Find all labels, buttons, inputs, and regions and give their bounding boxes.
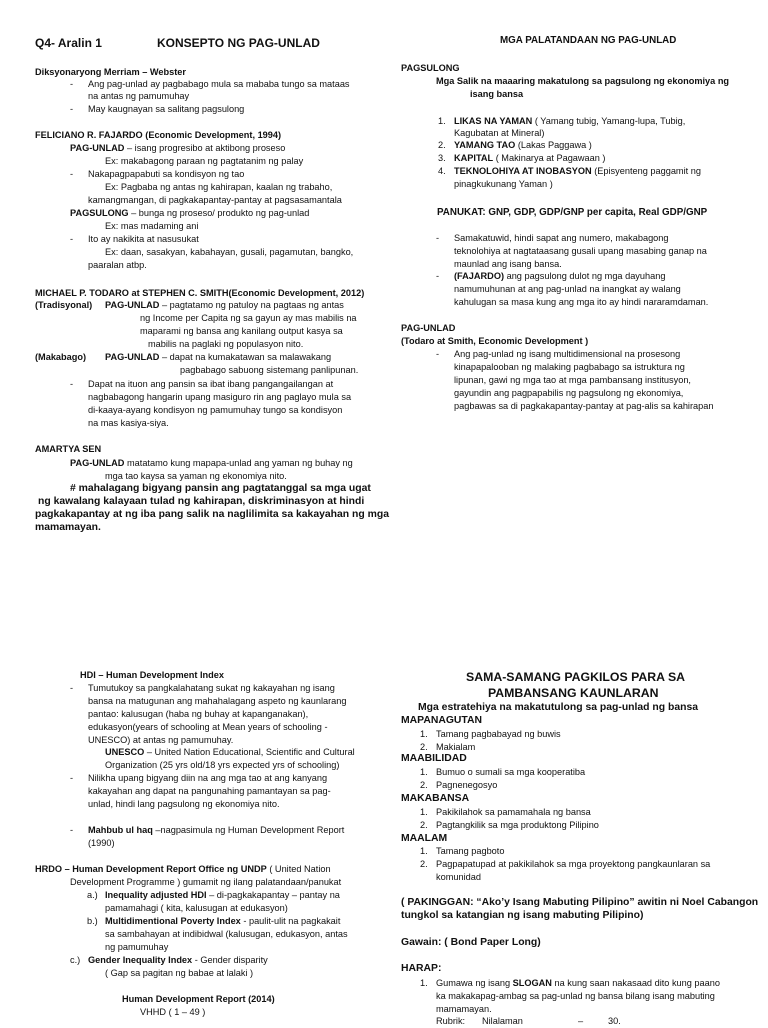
- todaro-trad-cont-1: ng Income per Capita ng sa gayun ay mas mabilis na: [140, 313, 357, 323]
- hrdo-item-c: [70, 954, 268, 967]
- fajardo-pagsulong-term: PAGSULONG: [70, 208, 129, 218]
- harap-item-1-cont-1: ka makakapag-ambag sa pag-unlad ng bansa bilang isang mabuting: [436, 991, 715, 1001]
- pagsulong-item-4-cont: pinagkukunang Yaman ): [454, 179, 553, 189]
- maalam-item-2: 2. Pagpapatupad at pakikilahok sa mga proyektong pangkaunlaran sa: [420, 859, 711, 869]
- lesson-label: Q4- Aralin 1: [35, 36, 102, 50]
- todaro-trad-cont-2: maparami ng bansa ang kanilang output kasya sa: [140, 326, 343, 336]
- fajardo-pagsulong-def: [70, 207, 309, 220]
- mapanagutan-item-1: 1. Tamang pagbabayad ng buwis: [420, 729, 561, 739]
- merriam-bullet-1-cont: na antas ng pamumuhay: [88, 91, 190, 101]
- hrdo-item-b-cont-1: sa sambahayan at indibidwal (kalusugan, edukasyon, antas: [105, 929, 348, 939]
- pagsulong-bullet-1: [454, 232, 669, 245]
- pagunlad-right-source: (Todaro at Smith, Economic Development ): [401, 336, 589, 346]
- hrdo-heading: HRDO – Human Development Report Office ng UNDP: [35, 864, 267, 874]
- pagsulong-item-4: [438, 165, 701, 178]
- todaro-trad-text: – pagtatamo ng patuloy na pagtaas ng antas: [159, 300, 344, 310]
- pagsulong-item-1-term: LIKAS NA YAMAN: [454, 116, 533, 126]
- rubrik-dash: –: [578, 1016, 584, 1026]
- unesco-term: UNESCO: [105, 747, 145, 757]
- fajardo-example-2: Ex: Pagbaba ng antas ng kahirapan, kaalan ng trabaho,: [105, 182, 333, 192]
- harap-label: HARAP:: [401, 963, 442, 974]
- fajardo-bullet-2: [88, 233, 199, 246]
- hrdo-item-a-cont: pamamahagi ( kita, kalusugan at edukasyon): [105, 903, 288, 913]
- pagsulong-bullet-2-term: (FAJARDO): [454, 271, 505, 281]
- fajardo-example-4: Ex: daan, sasakyan, kabahayan, gusali, pagamutan, bangko,: [105, 247, 354, 257]
- todaro-bullet-text: Dapat na ituon ang pansin sa ibat ibang pangangailangan at: [88, 379, 334, 389]
- group-maabilidad: MAABILIDAD: [401, 753, 467, 764]
- fajardo-example-3: Ex: mas madaming ani: [105, 221, 199, 231]
- fajardo-heading: FELICIANO R. FAJARDO (Economic Development, 1994): [35, 130, 282, 140]
- sen-hash-note-cont-2: pagkakapantay at ng iba pang salik na naglilimita sa kakayahan ng mga: [35, 509, 389, 520]
- panukat-line: PANUKAT: GNP, GDP, GDP/GNP per capita, Real GDP/GNP: [437, 207, 708, 218]
- merriam-bullet-2-text: May kaugnayan sa salitang pagsulong: [88, 104, 245, 114]
- mapanagutan-item-2: 2. Makialam: [420, 742, 476, 752]
- pakinggan-note: ( PAKINGGAN: “Ako’y Isang Mabuting Pilipino” awitin ni Noel Cabangon: [401, 897, 759, 908]
- todaro-makabago-def: [105, 351, 331, 364]
- pagsulong-heading: PAGSULONG: [401, 63, 460, 73]
- sama-title: SAMA-SAMANG PAGKILOS PARA SA: [466, 670, 686, 684]
- hdi-bullet-2: [88, 772, 327, 785]
- pagsulong-subheading: Mga Salik na maaaring makatulong sa pagsulong ng ekonomiya ng: [436, 76, 730, 86]
- pagsulong-item-4-term: TEKNOLOHIYA AT INOBASYON: [454, 166, 592, 176]
- todaro-bullet-cont-3: na mas kasiya-siya.: [88, 418, 169, 428]
- maalam-item-2-text: Pagpapatupad at pakikilahok sa mga proyektong pangkaunlaran sa: [436, 859, 711, 869]
- todaro-makabago-text: – dapat na kumakatawan sa malawakang: [159, 352, 332, 362]
- hrdo-item-c-label: c.): [70, 955, 81, 965]
- hrdo-heading-cont: ( United Nation: [266, 864, 331, 874]
- todaro-bullet-cont-2: di-kaaya-ayang kondisyon ng pamumuhay tungo sa kondisyon: [88, 405, 343, 415]
- hdi-bullet-1-cont-3: edukasyon(years of schooling at Mean years of schooling -: [88, 722, 328, 732]
- todaro-trad-def: [105, 299, 344, 312]
- sen-heading: AMARTYA SEN: [35, 444, 102, 454]
- harap-item-1-text-a: Gumawa ng isang: [436, 978, 513, 988]
- fajardo-bullet-2-text: Ito ay nakikita at nasusukat: [88, 234, 199, 244]
- hdi-bullet-1: [88, 682, 335, 695]
- harap-item-1-num: 1.: [420, 978, 428, 988]
- maabilidad-item-2: 2. Pagnenegosyo: [420, 780, 498, 790]
- hdi-bullet-1-cont-2: pantao: kalusugan (haba ng buhay at kapanganakan),: [88, 709, 309, 719]
- sen-hash-note-cont-3: mamamayan.: [35, 522, 101, 533]
- todaro-trad-cont-3: mabilis na paglaki ng populasyon nito.: [148, 339, 304, 349]
- todaro-makabago-label: (Makabago): [35, 352, 87, 362]
- hrdo-item-b-term: Multidimentional Poverty Index: [105, 916, 241, 926]
- pagsulong-subheading-cont: isang bansa: [470, 89, 524, 99]
- fajardo-pagunlad-text: – isang progresibo at aktibong proseso: [124, 143, 286, 153]
- hrdo-item-b: [87, 915, 341, 928]
- hdr-2014-heading: Human Development Report (2014): [122, 994, 275, 1004]
- hrdo-item-a-text: – di-pagkakapantay – pantay na: [206, 890, 340, 900]
- hrdo-item-a-term: Inequality adjusted HDI: [105, 890, 207, 900]
- maalam-item-1: 1. Tamang pagboto: [420, 846, 505, 856]
- group-mapanagutan: MAPANAGUTAN: [401, 715, 482, 726]
- makabansa-item-2: 2. Pagtangkilik sa mga produktong Pilipino: [420, 820, 599, 830]
- harap-slogan: SLOGAN: [512, 978, 552, 988]
- fajardo-example-1: Ex: makabagong paraan ng pagtatanim ng palay: [105, 156, 304, 166]
- vhhd-line: VHHD ( 1 – 49 ): [140, 1007, 206, 1017]
- pagunlad-right-cont-1: kinapapalooban ng malaking pagbabago sa istruktura ng: [454, 362, 685, 372]
- hrdo-item-b-text: - paulit-ulit na pagkakait: [240, 916, 341, 926]
- harap-item-1: [420, 977, 720, 990]
- makabansa-item-1: 1. Pakikilahok sa pamamahala ng bansa: [420, 807, 591, 817]
- todaro-makabago-cont: pagbabago sabuong sistemang panlipunan.: [180, 365, 359, 375]
- pagsulong-item-4-num: 4.: [438, 166, 446, 176]
- merriam-heading: Diksyonaryong Merriam – Webster: [35, 67, 186, 77]
- todaro-heading: MICHAEL P. TODARO at STEPHEN C. SMITH(Economic Development, 2012): [35, 288, 365, 298]
- unesco-text: – United Nation Educational, Scientific and Cultural: [144, 747, 355, 757]
- hrdo-item-c-cont: ( Gap sa pagitan ng babae at lalaki ): [105, 968, 254, 978]
- right-title: MGA PALATANDAAN NG PAG-UNLAD: [500, 35, 677, 46]
- hdi-bullet-1-cont-1: bansa na matugunan ang mahahalagang aspeto ng kaunlarang: [88, 696, 347, 706]
- hdi-bullet-2-cont-1: kakayahan ang dapat na pangunahing pamantayan sa pag-: [88, 786, 331, 796]
- maalam-item-2-cont: komunidad: [436, 872, 481, 882]
- pagunlad-right-bullet: [454, 348, 680, 361]
- pagsulong-bullet-1-cont-2: maunlad ang isang bansa.: [454, 259, 562, 269]
- hdi-bullet-1-text: Tumutukoy sa pangkalahatang sukat ng kakayahan ng isang: [88, 683, 335, 693]
- pagsulong-item-3: [438, 152, 606, 165]
- pagunlad-right-text: Ang pag-unlad ng isang multidimensional na prosesong: [454, 349, 681, 359]
- todaro-bullet: [88, 378, 333, 391]
- gawain-label: Gawain: ( Bond Paper Long): [401, 937, 541, 948]
- merriam-bullet-2: [88, 103, 244, 116]
- mahbub-term: Mahbub ul haq: [88, 825, 153, 835]
- harap-item-1-text-b: na kung saan nakasaad dito kung paano: [551, 978, 720, 988]
- fajardo-bullet-1: [88, 168, 244, 181]
- mahbub-text: –nagpasimula ng Human Development Report: [152, 825, 345, 835]
- pagsulong-item-4-desc: (Episyenteng paggamit ng: [591, 166, 701, 176]
- hrdo-line-2: Development Programme ) gumamit ng ilang palatandaan/panukat: [70, 877, 342, 887]
- pagsulong-item-1-num: 1.: [438, 116, 446, 126]
- hrdo-item-a: [87, 889, 340, 902]
- pakinggan-note-cont: tungkol sa katangian ng isang mabuting Pilipino): [401, 910, 644, 921]
- maabilidad-item-2-text: Pagnenegosyo: [436, 780, 498, 790]
- pagsulong-item-3-num: 3.: [438, 153, 446, 163]
- hdi-bullet-2-cont-2: unlad, hindi lang pagsulong ng ekonomiya nito.: [88, 799, 280, 809]
- sen-pagunlad-text: matatamo kung mapapa-unlad ang yaman ng buhay ng: [124, 458, 353, 468]
- merriam-bullet-1: [88, 78, 350, 91]
- hrdo-item-c-term: Gender Inequality Index: [88, 955, 193, 965]
- mapanagutan-item-1-text: Tamang pagbabayad ng buwis: [436, 729, 561, 739]
- maabilidad-item-1: 1. Bumuo o sumali sa mga kooperatiba: [420, 767, 586, 777]
- hrdo-item-a-label: a.): [87, 890, 98, 900]
- maalam-item-1-text: Tamang pagboto: [436, 846, 505, 856]
- rubrik-score: 30.: [608, 1016, 621, 1026]
- makabansa-item-2-text: Pagtangkilik sa mga produktong Pilipino: [436, 820, 599, 830]
- sama-subtitle: Mga estratehiya na makatutulong sa pag-unlad ng bansa: [418, 702, 699, 713]
- fajardo-bullet-1-text: Nakapagpapabuti sa kondisyon ng tao: [88, 169, 245, 179]
- hdi-bullet-1-cont-4: UNESCO) at antas ng pamumuhay.: [88, 735, 234, 745]
- unesco-def: [105, 746, 355, 759]
- makabansa-item-1-text: Pakikilahok sa pamamahala ng bansa: [436, 807, 591, 817]
- pagunlad-right-cont-4: pagbawas sa di pagkakapantay-pantay at pag-alis sa kahirapan: [454, 401, 714, 411]
- rubrik-criterion: Nilalaman: [482, 1016, 523, 1026]
- pagsulong-bullet-2-text: ang pagsulong dulot ng mga dayuhang: [504, 271, 666, 281]
- pagsulong-bullet-1-text: Samakatuwid, hindi sapat ang numero, makabagong: [454, 233, 669, 243]
- hrdo-item-b-cont-2: ng pamumuhay: [105, 942, 169, 952]
- pagsulong-item-1-cont: Kagubatan at Mineral): [454, 128, 545, 138]
- hdi-bullet-2-text: Nilikha upang bigyang diin na ang mga tao at ang kanyang: [88, 773, 328, 783]
- pagsulong-bullet-1-cont-1: teknolohiya at nagtataasang gusali upang masabing ganap na: [454, 246, 707, 256]
- unesco-cont: Organization (25 yrs old/18 yrs expected yrs of schooling): [105, 760, 340, 770]
- pagsulong-bullet-2-cont-2: kahulugan sa masa kung ang mga ito ay hindi nararamdaman.: [454, 297, 709, 307]
- todaro-makabago-term: PAG-UNLAD: [105, 352, 160, 362]
- pagsulong-item-3-term: KAPITAL: [454, 153, 494, 163]
- sama-title-cont: PAMBANSANG KAUNLARAN: [488, 686, 659, 700]
- sen-hash-note-cont-1: ng kawalang kalayaan tulad ng kahirapan, diskriminasyon at hindi: [38, 496, 365, 507]
- pagsulong-item-1: [438, 115, 686, 128]
- hdi-heading: HDI – Human Development Index: [80, 670, 224, 680]
- sen-hash-note: # mahalagang bigyang pansin ang pagtatanggal sa mga ugat: [70, 483, 371, 494]
- pagunlad-right-cont-3: gayundin ang pagpapabilis ng pagsulong ng ekonomiya,: [454, 388, 684, 398]
- mapanagutan-item-2-text: Makialam: [436, 742, 476, 752]
- fajardo-pagunlad-def: [70, 142, 285, 155]
- rubrik-label: Rubrik:: [436, 1016, 466, 1026]
- fajardo-example-4-cont: paaralan atbp.: [88, 260, 147, 270]
- todaro-trad-term: PAG-UNLAD: [105, 300, 160, 310]
- pagsulong-item-3-desc: ( Makinarya at Pagawaan ): [493, 153, 606, 163]
- hdi-bullet-3-cont: (1990): [88, 838, 115, 848]
- hrdo-item-b-label: b.): [87, 916, 98, 926]
- hrdo-heading-line: [35, 863, 331, 876]
- fajardo-pagunlad-term: PAG-UNLAD: [70, 143, 125, 153]
- pagsulong-item-2-num: 2.: [438, 140, 446, 150]
- hdi-bullet-3: [88, 824, 344, 837]
- fajardo-pagsulong-text: – bunga ng proseso/ produkto ng pag-unlad: [128, 208, 310, 218]
- hrdo-item-c-text: - Gender disparity: [192, 955, 268, 965]
- fajardo-example-2-cont: kamangmangan, di pagkakapantay-pantay at pagsasamantala: [88, 195, 342, 205]
- maabilidad-item-1-text: Bumuo o sumali sa mga kooperatiba: [436, 767, 586, 777]
- group-maalam: MAALAM: [401, 833, 448, 844]
- todaro-bullet-cont-1: nagbabagong hangarin upang masiguro rin ang paglayo mula sa: [88, 392, 352, 402]
- pagsulong-item-2-desc: (Lakas Paggawa ): [515, 140, 592, 150]
- merriam-bullet-1-text: Ang pag-unlad ay pagbabago mula sa mababa tungo sa mataas: [88, 79, 350, 89]
- pagsulong-bullet-2-cont-1: namumuhunan at ang pag-unlad na inangkat ay walang: [454, 284, 681, 294]
- pagsulong-item-2: [438, 139, 592, 152]
- group-makabansa: MAKABANSA: [401, 793, 470, 804]
- harap-item-1-cont-2: mamamayan.: [436, 1004, 492, 1014]
- pagsulong-item-1-desc: ( Yamang tubig, Yamang-lupa, Tubig,: [532, 116, 686, 126]
- pagsulong-bullet-2: [454, 270, 665, 283]
- sen-pagunlad-term: PAG-UNLAD: [70, 458, 125, 468]
- pagunlad-right-heading: PAG-UNLAD: [401, 323, 456, 333]
- pagsulong-item-2-term: YAMANG TAO: [454, 140, 516, 150]
- todaro-trad-label: (Tradisyonal): [35, 300, 93, 310]
- pagunlad-right-cont-2: lipunan, gawi ng mga tao at mga pambansang institusyon,: [454, 375, 691, 385]
- sen-pagunlad-cont: mga tao kaysa sa yaman ng ekonomiya nito.: [105, 471, 287, 481]
- page-title: KONSEPTO NG PAG-UNLAD: [157, 36, 320, 50]
- sen-pagunlad-def: [70, 457, 353, 470]
